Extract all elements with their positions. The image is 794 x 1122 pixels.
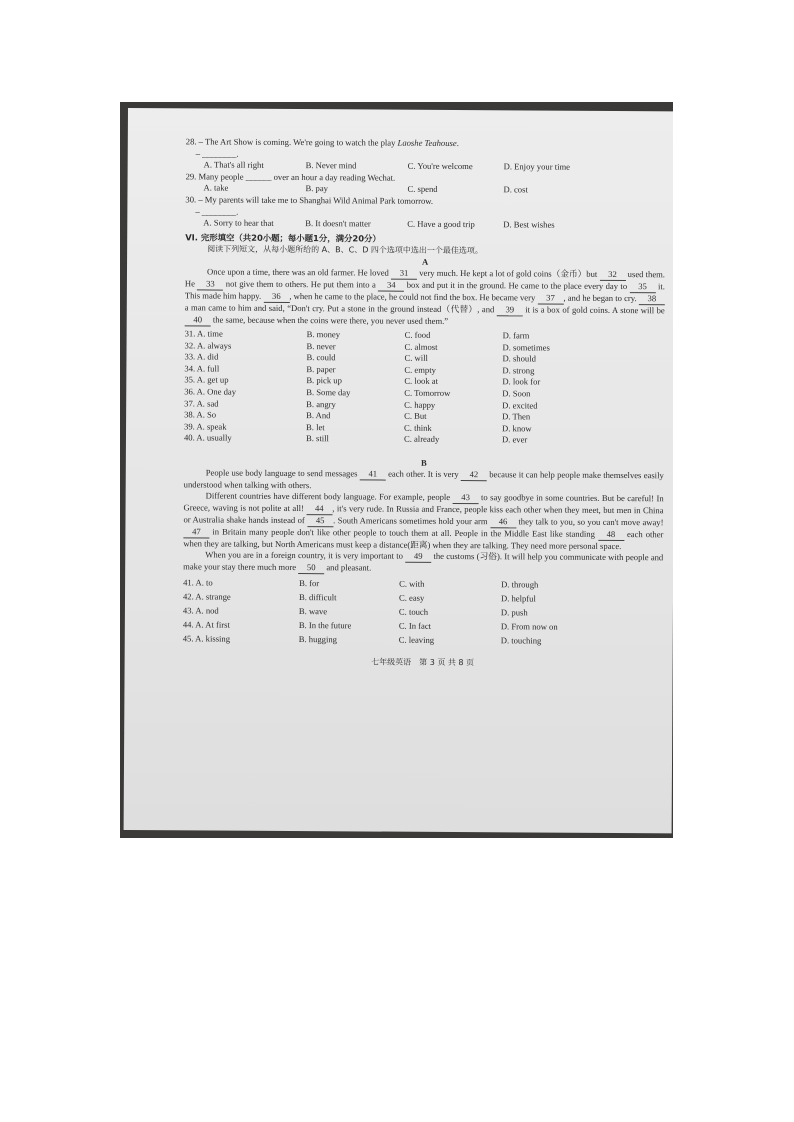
option: D. Enjoy your time [503,161,571,172]
option: B. let [306,421,325,432]
text: , when he came to the place, he could not find the box. He became very [289,290,538,303]
text: in Britain many people don't like other people to touch them at all. People in the Middle East like standing [209,526,598,539]
text: the customs (习俗). It will help you communicate with people and make your stay there much more [183,550,664,572]
option: B. hugging [298,633,337,645]
blank-33: 33 [197,278,223,290]
scanned-photo [120,102,673,838]
option: 44. A. At first [182,619,230,630]
text: box and put it in the ground. He came to the place every day to [404,279,630,292]
option: D. through [501,579,539,590]
option: D. strong [502,365,535,376]
text: to say goodbye in some countries. But be careful! In Greece, waving is not polite at all! [183,492,664,513]
q28-stem: 28. – The Art Show is coming. We're going to watch the play [185,136,398,148]
blank-35: 35 [630,281,656,293]
option: D. push [500,607,528,618]
option: 41. A. to [183,577,213,588]
option: A. take [203,182,229,193]
option: C. almost [404,341,438,352]
option: D. Best wishes [503,219,555,230]
question-30 [185,194,665,232]
option: A. Sorry to hear that [203,217,274,229]
option: B. could [306,352,336,363]
passage-a-label: A [421,256,429,267]
option: D. cost [503,184,528,195]
option: 31. A. time [184,328,223,339]
option: 36. A. One day [184,386,237,397]
text: it. This made him happy. [184,281,665,301]
option: D. ever [501,434,528,445]
option: D. excited [502,399,538,411]
option: B. for [299,577,320,589]
option: D. From now on [500,621,558,632]
text: used them. He [184,268,666,289]
option: 42. A. strange [182,591,231,602]
option: C. think [404,422,432,433]
option: C. Tomorrow [404,387,451,398]
option: 35. A. get up [184,374,229,385]
option: B. Never mind [305,160,357,171]
text: the same, because when the coins were there, you never used them.” [210,314,449,326]
option: D. farm [502,330,530,341]
section-instruction: 阅读下列短文，从每小题所给的 A、B、C、D 四个选项中选出一个最佳选项。 [207,244,483,256]
blank-32: 32 [599,269,625,281]
option: C. But [404,410,427,421]
q30-options [185,218,665,233]
option: 34. A. full [184,363,220,374]
option: B. It doesn't matter [305,218,371,229]
blank-31: 31 [391,268,417,280]
option: A. That's all right [203,159,264,171]
option: 43. A. nod [182,605,219,616]
option: 45. A. kissing [182,633,231,644]
passage-a [185,266,665,329]
text: a man came to him and said, “Don't cry. Put a stone in the ground instead（代替）, and [184,302,497,315]
text: People use body language to send messages [205,467,360,479]
option: D. sometimes [502,341,550,353]
text: , it's very rude. In Russia and France, people kiss each other when they meet, but men in China or Australia shake hands instead of [183,503,664,525]
option: 40. A. usually [183,432,232,443]
option: C. already [403,433,440,445]
option: B. angry [306,398,336,409]
option: D. should [502,353,536,364]
blank-41: 41 [360,468,386,480]
blank-50: 50 [298,562,324,574]
q28-reply: – ________. [195,148,239,159]
option: C. will [404,352,428,363]
option: B. And [306,410,331,421]
option: C. easy [398,592,425,603]
text: Once upon a time, there was an old farmer. He loved [206,266,392,278]
option: 37. A. sad [184,397,219,409]
option: B. paper [306,363,336,374]
option: D. touching [500,635,542,646]
option: B. money [306,329,341,340]
question-29 [185,171,665,197]
blank-44: 44 [306,503,332,515]
option: C. spend [407,184,438,195]
page-footer: 七年级英语 第 3 页 共 8 页 [371,657,475,667]
passage-b-p1 [184,467,664,493]
option: C. happy [404,399,436,410]
blank-36: 36 [263,291,289,303]
blank-39: 39 [497,304,523,316]
exam-content [183,136,666,669]
text: each other when they are talking, but North Americans must keep a distance(距离) when they are talking. They need more personal space. [183,528,664,551]
passage-b-p3 [183,549,663,576]
text: not give them to others. He put them into a [223,278,379,290]
option: 39. A. speak [184,421,227,432]
blank-47: 47 [183,526,209,538]
question-28 [186,136,666,174]
text: Different countries have different body language. For example, people [205,490,453,502]
blank-42: 42 [461,469,487,481]
option: 38. A. So [184,409,217,420]
option: C. In fact [398,620,432,631]
option: B. Some day [306,387,351,398]
blank-37: 37 [537,292,563,304]
text: and pleasant. [324,562,372,573]
option: B. wave [298,605,328,617]
option: D. Soon [502,388,531,399]
option: B. difficult [298,591,337,603]
option: C. touch [398,606,429,617]
options-31-40 [184,328,665,447]
blank-43: 43 [453,492,479,504]
blank-34: 34 [378,279,404,291]
option: B. In the future [298,619,352,631]
option: D. helpful [500,593,536,604]
q28-play: Laoshe Teahouse [397,137,457,149]
options-41-45 [183,577,663,650]
option: C. food [404,329,431,340]
option: B. pick up [306,375,342,386]
text: each other. It is very [385,468,461,479]
option: C. You're welcome [407,160,473,172]
blank-40: 40 [185,314,211,326]
section-title: VI. 完形填空（共20小题；每小题1分，满分20分） [185,232,381,244]
text: because it can help people make themselves easily understood when talking with others. [183,469,664,491]
option: D. know [502,422,532,434]
blank-49: 49 [405,551,431,563]
text: . South Americans sometimes hold your arm [333,515,491,527]
blank-45: 45 [307,515,333,527]
option: C. look at [404,376,439,387]
option: C. empty [404,364,436,375]
text: it is a box of gold coins. A stone will be [522,304,665,316]
option: C. with [399,578,425,589]
q30-reply: – ________. [195,205,239,217]
blank-48: 48 [598,529,624,541]
passage-b-label: B [420,457,427,468]
option: 33. A. did [184,351,219,362]
blank-38: 38 [639,293,665,305]
text: , and he began to cry. [563,292,639,304]
text: they talk to you, so you can't move away! [515,516,664,528]
option: C. leaving [398,634,435,645]
exam-page [124,108,673,833]
text: When you are in a foreign country, it is very important to [205,549,406,561]
text: very much. He kept a lot of gold coins（金币）but [417,267,600,279]
option: B. never [306,340,336,351]
option: D. look for [502,376,541,387]
passage-b-p2 [183,490,663,552]
option: B. pay [305,183,328,194]
q29-stem: 29. Many people ______ over an hour a day reading Wechat. [185,171,396,183]
option: D. Then [502,411,531,422]
q28-stem-end: . [456,138,459,149]
option: B. still [305,433,329,444]
option: 32. A. always [184,339,232,351]
option: C. Have a good trip [407,218,475,230]
blank-46: 46 [490,516,516,528]
q30-stem: 30. – My parents will take me to Shanghai Wild Animal Park tomorrow. [185,194,434,206]
